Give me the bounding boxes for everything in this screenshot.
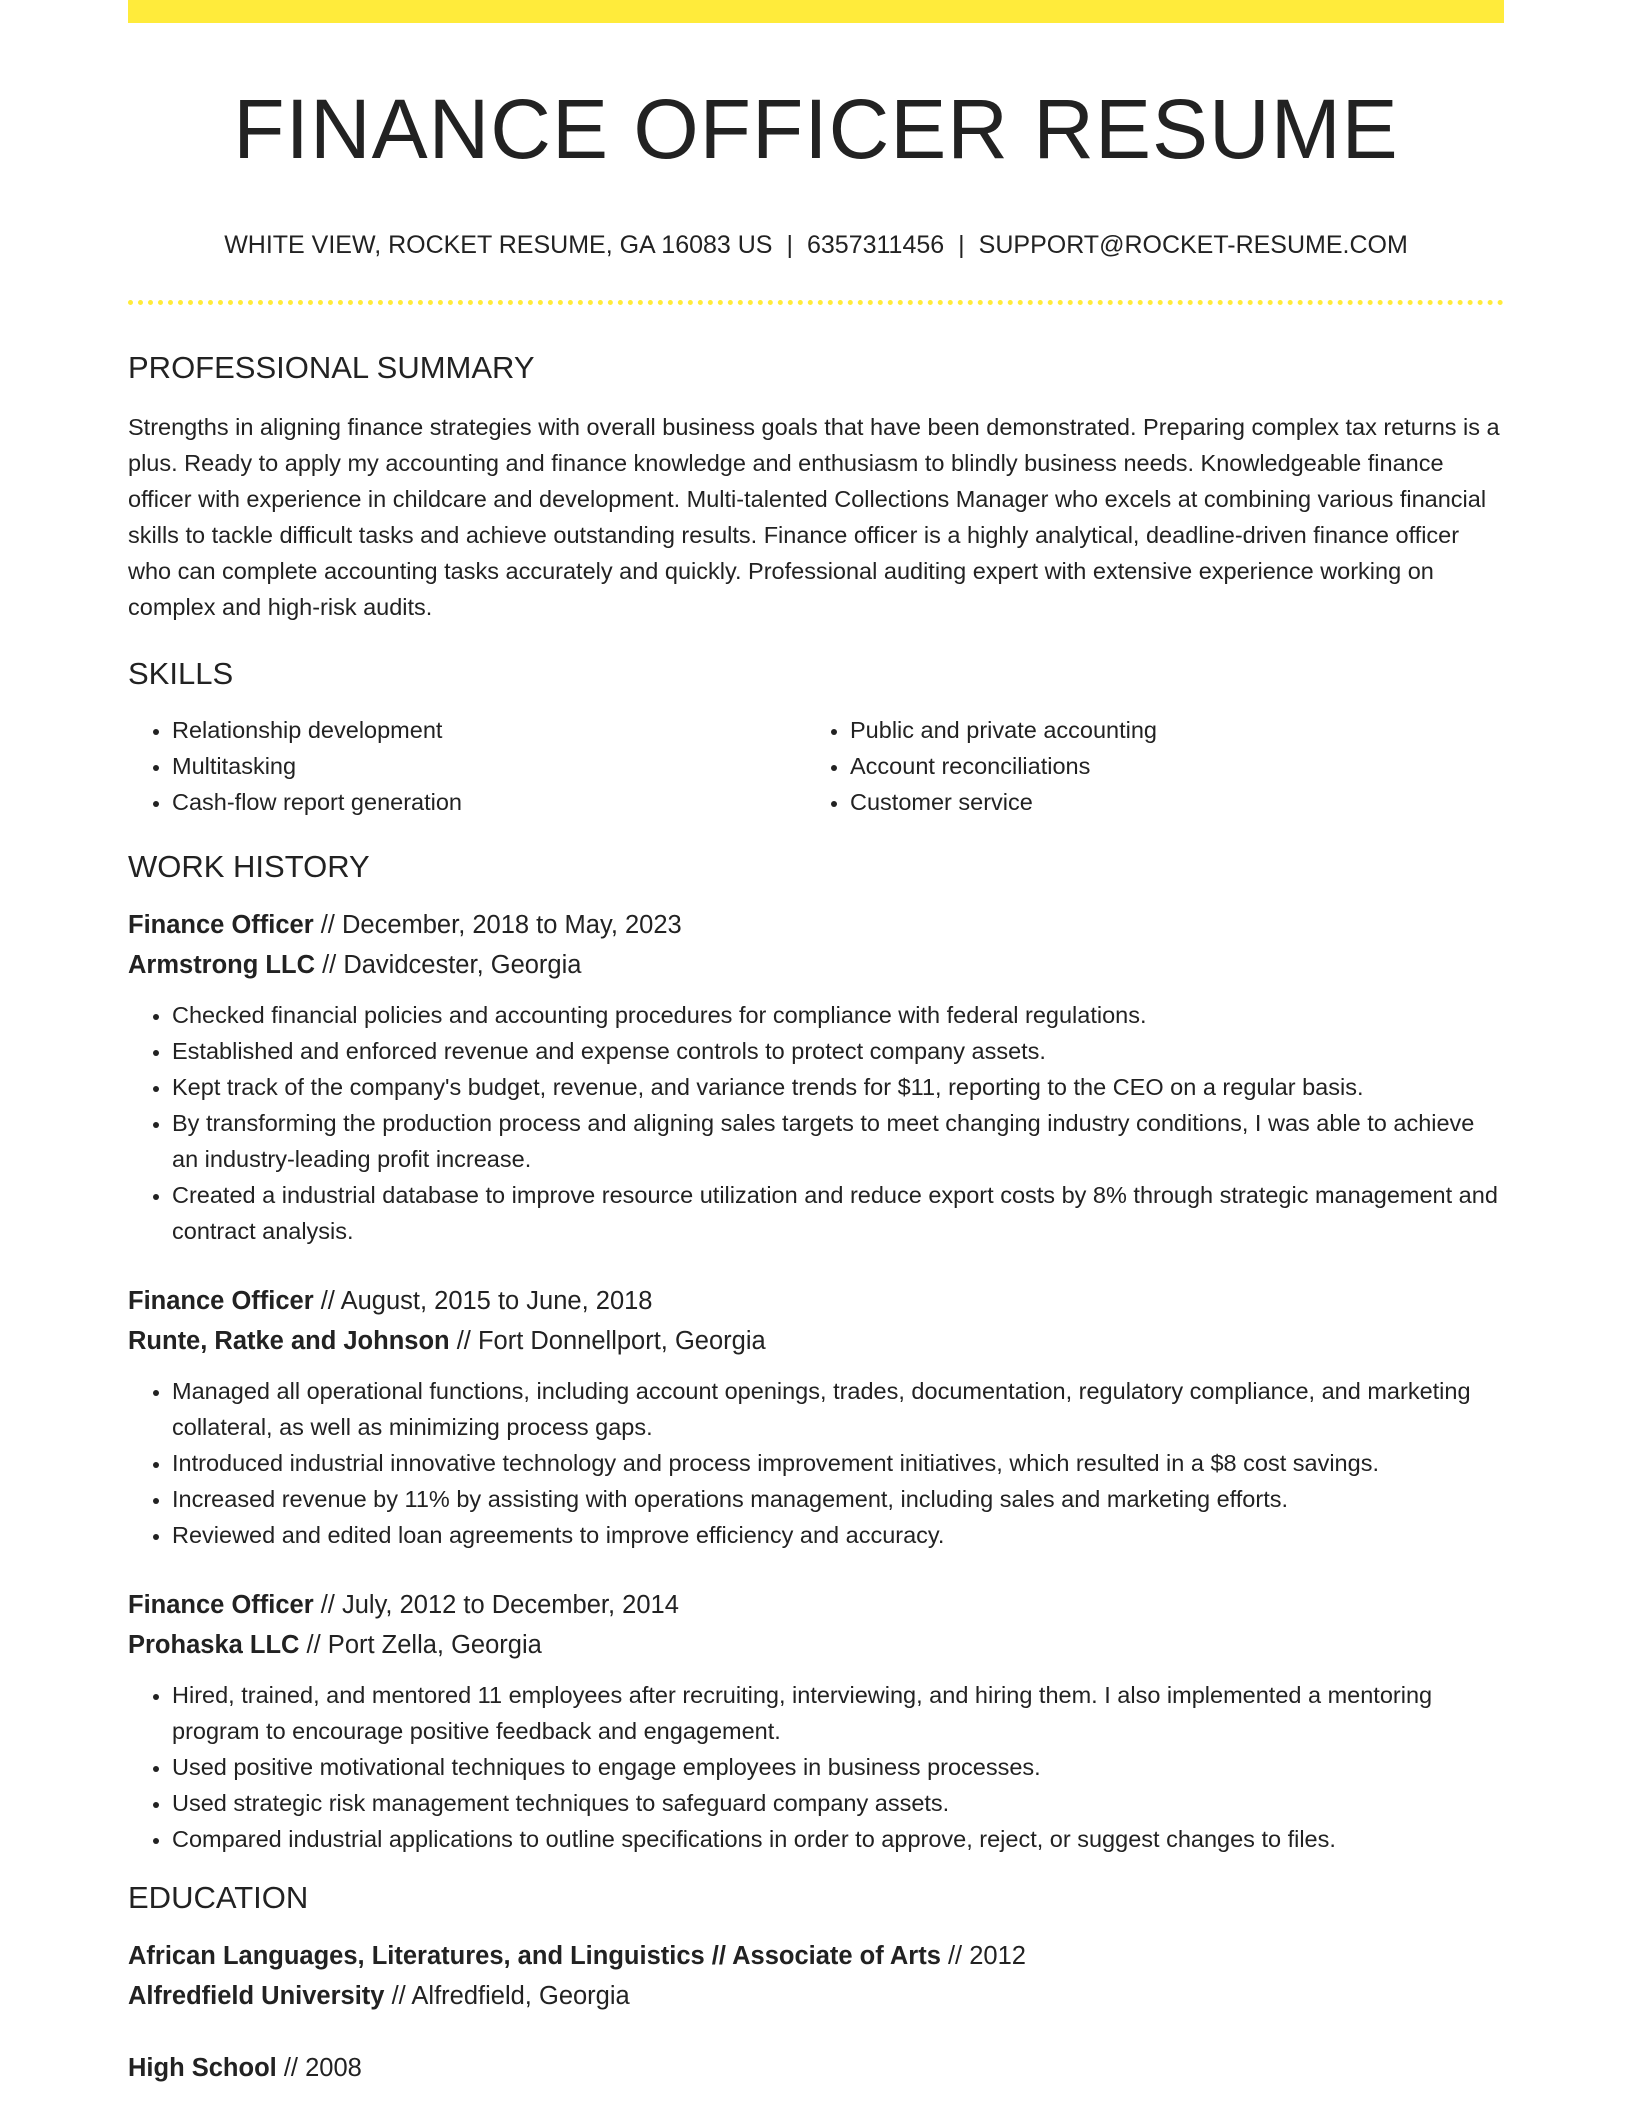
job-company: Runte, Ratke and Johnson	[128, 1326, 450, 1355]
skill-item: • Account reconciliations	[850, 748, 1484, 784]
job-company-line	[128, 1321, 1504, 1361]
contact-address: WHITE VIEW, ROCKET RESUME, GA 16083 US	[224, 231, 773, 260]
job-company-line	[128, 1625, 1504, 1665]
job-entry	[128, 1281, 1504, 1553]
accent-top-bar	[128, 0, 1504, 23]
job-bullet: • Reviewed and edited loan agreements to improve efficiency and accuracy.	[172, 1517, 1504, 1553]
contact-separator: |	[786, 231, 793, 260]
job-bullet: • Managed all operational functions, including account openings, trades, documentation, regulatory compliance, and marketing collateral, as well as minimizing process gaps.	[172, 1373, 1504, 1445]
job-company: Armstrong LLC	[128, 950, 315, 979]
job-bullet: • Increased revenue by 11% by assisting with operations management, including sales and marketing efforts.	[172, 1481, 1504, 1517]
section-title-summary: PROFESSIONAL SUMMARY	[128, 350, 535, 386]
job-dates: // August, 2015 to June, 2018	[313, 1286, 653, 1315]
job-bullet: • Kept track of the company's budget, revenue, and variance trends for $11, reporting to the CEO on a regular basis.	[172, 1069, 1504, 1105]
job-role: Finance Officer	[128, 910, 314, 939]
summary-text: Strengths in aligning finance strategies with overall business goals that have been demonstrated. Preparing complex tax returns is a plus. Ready to apply my accounting and finance knowledge and enthusiasm to blindly business needs. Knowledgeable finance officer with experience in childcare and development. Multi-talented Collections Manager who excels at combining various financial skills to tackle difficult tasks and achieve outstanding results. Finance officer is a highly analytical, deadline-driven finance officer who can complete accounting tasks accurately and quickly. Professional auditing expert with extensive experience working on complex and high-risk audits.	[128, 413, 1500, 620]
job-role-line	[128, 905, 1504, 945]
contact-phone[interactable]: 6357311456	[806, 231, 945, 260]
section-title-work-history: WORK HISTORY	[128, 848, 370, 884]
job-bullet: • Hired, trained, and mentored 11 employees after recruiting, interviewing, and hiring them. I also implemented a mentoring program to encourage positive feedback and engagement.	[172, 1677, 1504, 1749]
education-degree-line	[128, 2048, 1504, 2088]
job-dates: // July, 2012 to December, 2014	[313, 1590, 679, 1619]
skill-item: • Public and private accounting	[850, 712, 1484, 748]
job-company: Prohaska LLC	[128, 1630, 300, 1659]
job-dates: // December, 2018 to May, 2023	[313, 910, 682, 939]
education-year: // 2012	[940, 1942, 1026, 1971]
education-degree: African Languages, Literatures, and Linguistics // Associate of Arts	[128, 1942, 941, 1971]
job-bullets	[128, 1677, 1504, 1857]
job-bullets	[128, 997, 1504, 1249]
job-entry	[128, 1585, 1504, 1857]
resume-title: FINANCE OFFICER RESUME	[233, 82, 1399, 176]
contact-separator: |	[958, 231, 965, 260]
job-bullet: • Used strategic risk management techniques to safeguard company assets.	[172, 1785, 1504, 1821]
education-school-line	[128, 1976, 1504, 2016]
skill-item: • Multitasking	[172, 748, 806, 784]
dotted-divider	[128, 300, 1504, 305]
education-entry	[128, 2048, 1504, 2088]
skill-item: • Relationship development	[172, 712, 806, 748]
job-role-line	[128, 1585, 1504, 1625]
section-title-skills: SKILLS	[128, 655, 234, 691]
skill-item: • Cash-flow report generation	[172, 784, 806, 820]
job-role: Finance Officer	[128, 1590, 314, 1619]
education-location: // Alfredfield, Georgia	[384, 1982, 630, 2011]
job-role-line	[128, 1281, 1504, 1321]
skills-list	[128, 712, 1504, 820]
contact-line	[128, 231, 1504, 260]
contact-email[interactable]: SUPPORT@ROCKET-RESUME.COM	[978, 231, 1408, 260]
job-bullet: • Established and enforced revenue and expense controls to protect company assets.	[172, 1033, 1504, 1069]
resume-page	[128, 0, 1504, 2088]
skill-item: • Customer service	[850, 784, 1484, 820]
job-company-line	[128, 945, 1504, 985]
education-degree-line	[128, 1936, 1504, 1976]
education-entry	[128, 1936, 1504, 2016]
job-bullet: • Checked financial policies and accounting procedures for compliance with federal regulations.	[172, 997, 1504, 1033]
job-bullets	[128, 1373, 1504, 1553]
job-bullet: • By transforming the production process and aligning sales targets to meet changing industry conditions, I was able to achieve an industry-leading profit increase.	[172, 1105, 1504, 1177]
job-bullet: • Used positive motivational techniques to engage employees in business processes.	[172, 1749, 1504, 1785]
job-bullet: • Created a industrial database to improve resource utilization and reduce export costs by 8% through strategic management and contract analysis.	[172, 1177, 1504, 1249]
job-bullet: • Introduced industrial innovative technology and process improvement initiatives, which resulted in a $8 cost savings.	[172, 1445, 1504, 1481]
education-year: // 2008	[276, 2054, 362, 2083]
education-degree: High School	[128, 2054, 277, 2083]
education-school: Alfredfield University	[128, 1982, 385, 2011]
job-location: // Fort Donnellport, Georgia	[449, 1326, 766, 1355]
job-entry	[128, 905, 1504, 1249]
job-role: Finance Officer	[128, 1286, 314, 1315]
skills-column-left	[128, 712, 806, 820]
job-location: // Port Zella, Georgia	[299, 1630, 542, 1659]
section-title-education: EDUCATION	[128, 1879, 309, 1915]
skills-column-right	[806, 712, 1484, 820]
job-location: // Davidcester, Georgia	[315, 950, 582, 979]
job-bullet: • Compared industrial applications to outline specifications in order to approve, reject, or suggest changes to files.	[172, 1821, 1504, 1857]
